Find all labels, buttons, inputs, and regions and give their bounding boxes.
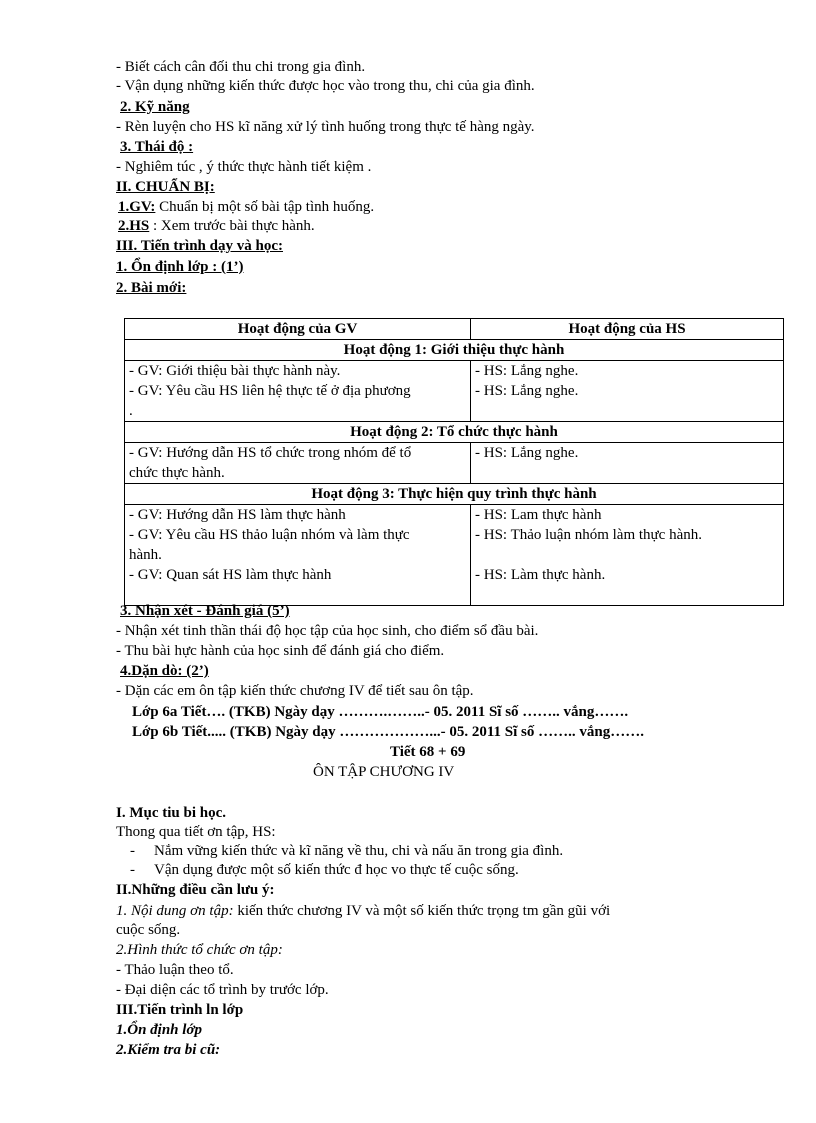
hs-label: 2.HS [118,218,150,234]
hs-line: - HS: Lắng nghe. [475,383,579,399]
kiem-tra-bai-cu: 2.Kiểm tra bi cũ: [116,1042,221,1058]
table-row [125,443,784,484]
nhan-xet-heading: 3. Nhận xét - Đánh giá (5’) [120,603,290,619]
hinh-thuc-line-2: - Đại diện các tổ trình by trước lớp. [116,982,329,998]
gv-line: - GV: Yêu cầu HS thảo luận nhóm và làm thực [129,527,410,543]
hinh-thuc-line-1: - Thảo luận theo tổ. [116,962,234,978]
objective-line-1: - Biết cách cân đối thu chi trong gia đình. [116,59,366,75]
gv-line: - GV: Quan sát HS làm thực hành [129,567,332,583]
gv-label: 1.GV: [118,199,156,215]
nhan-xet-line-1: - Nhận xét tinh thần thái độ học tập của học sinh, cho điểm sổ đầu bài. [116,623,539,639]
ky-nang-text: - Rèn luyện cho HS kĩ năng xử lý tình huống trong thực tế hàng ngày. [116,119,535,135]
nhan-xet-line-2: - Thu bài hực hành của học sinh để đánh giá cho điểm. [116,643,445,659]
gv-text: Chuẩn bị một số bài tập tình huống. [155,199,375,215]
objective-line-2: - Vận dụng những kiến thức được học vào trong thu, chi của gia đình. [116,78,535,94]
muc-tieu-intro: Thong qua tiết ơn tập, HS: [116,824,276,840]
header-hs: Hoạt động của HS [471,319,784,340]
section-title-1: Hoạt động 1: Giới thiệu thực hành [125,340,784,361]
gv-line: - GV: Yêu cầu HS liên hệ thực tế ở địa phương [129,383,411,399]
lop-6a-line: Lớp 6a Tiết…. (TKB) Ngày dạy ……….……..- 05. 2011 Sĩ số …….. vắng……. [132,704,629,720]
section-row-2 [125,422,784,443]
bai-moi: 2. Bài mới: [116,280,187,296]
gv-line: . [129,403,133,419]
noi-dung-label: 1. Nội dung ơn tập: [116,903,234,919]
hs-cell [471,505,784,606]
gv-line: - GV: Hướng dẫn HS tổ chức trong nhóm để tổ [129,445,412,461]
gv-cell [125,361,471,422]
hs-text: : Xem trước bài thực hành. [149,218,315,234]
on-tap-title: ÔN TẬP CHƯƠNG IV [313,764,455,780]
gv-line: - GV: Giới thiệu bài thực hành này. [129,363,341,379]
noi-dung-line [116,902,610,921]
gv-line: hành. [129,547,162,563]
section-row-1 [125,340,784,361]
muc-tieu-bullet-1: Nắm vững kiến thức và kĩ năng về thu, chi và nấu ăn trong gia đình. [154,843,564,859]
hs-line [475,585,779,605]
tien-trinh-2-heading: III.Tiến trình ln lớp [116,1002,244,1018]
thai-do-heading: 3. Thái độ : [120,139,194,155]
chuan-bi-heading: II. CHUẨN BỊ: [116,179,215,195]
tiet-label: Tiết 68 + 69 [390,744,466,760]
gv-cell [125,505,471,606]
luu-y-heading: II.Những điều cần lưu ý: [116,882,275,898]
bullet-dash-1: - [130,843,135,859]
chuan-bi-gv [118,198,374,217]
gv-cell [125,443,471,484]
noi-dung-text: kiến thức chương IV và một số kiến thức trọng tm gần gũi với [233,903,611,919]
hs-line: - HS: Lam thực hành [475,507,602,523]
bullet-dash-2: - [130,862,135,878]
lop-6b-line: Lớp 6b Tiết..... (TKB) Ngày dạy ………………...- 05. 2011 Sĩ số …….. vắng……. [132,724,644,740]
hs-line: - HS: Lắng nghe. [475,445,579,461]
section-title-2: Hoạt động 2: Tổ chức thực hành [125,422,784,443]
on-dinh-lop: 1. Ổn định lớp : (1’) [116,259,244,275]
hinh-thuc-label: 2.Hình thức tổ chức ơn tập: [116,942,283,958]
table-header-row [125,319,784,340]
chuan-bi-hs [118,217,315,236]
on-dinh-lop-2: 1.Ổn định lớp [116,1022,202,1038]
gv-line: chức thực hành. [129,465,225,481]
table-row [125,361,784,422]
noi-dung-line-2: cuộc sống. [116,922,181,938]
tien-trinh-heading: III. Tiến trình dạy và học: [116,238,283,254]
hs-cell [471,361,784,422]
activity-table [124,318,784,606]
header-gv: Hoạt động của GV [125,319,471,340]
hs-line: - HS: Thảo luận nhóm làm thực hành. [475,527,702,543]
hs-line: - HS: Làm thực hành. [475,567,606,583]
hs-line: - HS: Lắng nghe. [475,363,579,379]
hs-cell [471,443,784,484]
dan-do-text: - Dặn các em ôn tập kiến thức chương IV để tiết sau ôn tập. [116,683,474,699]
hs-line [475,545,779,565]
gv-line: - GV: Hướng dẫn HS làm thực hành [129,507,346,523]
muc-tieu-bullet-2: Vận dụng được một số kiến thức đ học vo thực tế cuộc sống. [154,862,519,878]
section-row-3 [125,484,784,505]
muc-tieu-heading: I. Mục tiu bi học. [116,805,227,821]
dan-do-heading: 4.Dặn dò: (2’) [120,663,209,679]
thai-do-text: - Nghiêm túc , ý thức thực hành tiết kiệm . [116,159,372,175]
section-title-3: Hoạt động 3: Thực hiện quy trình thực hành [125,484,784,505]
table-row [125,505,784,606]
ky-nang-heading: 2. Kỹ năng [120,99,190,115]
